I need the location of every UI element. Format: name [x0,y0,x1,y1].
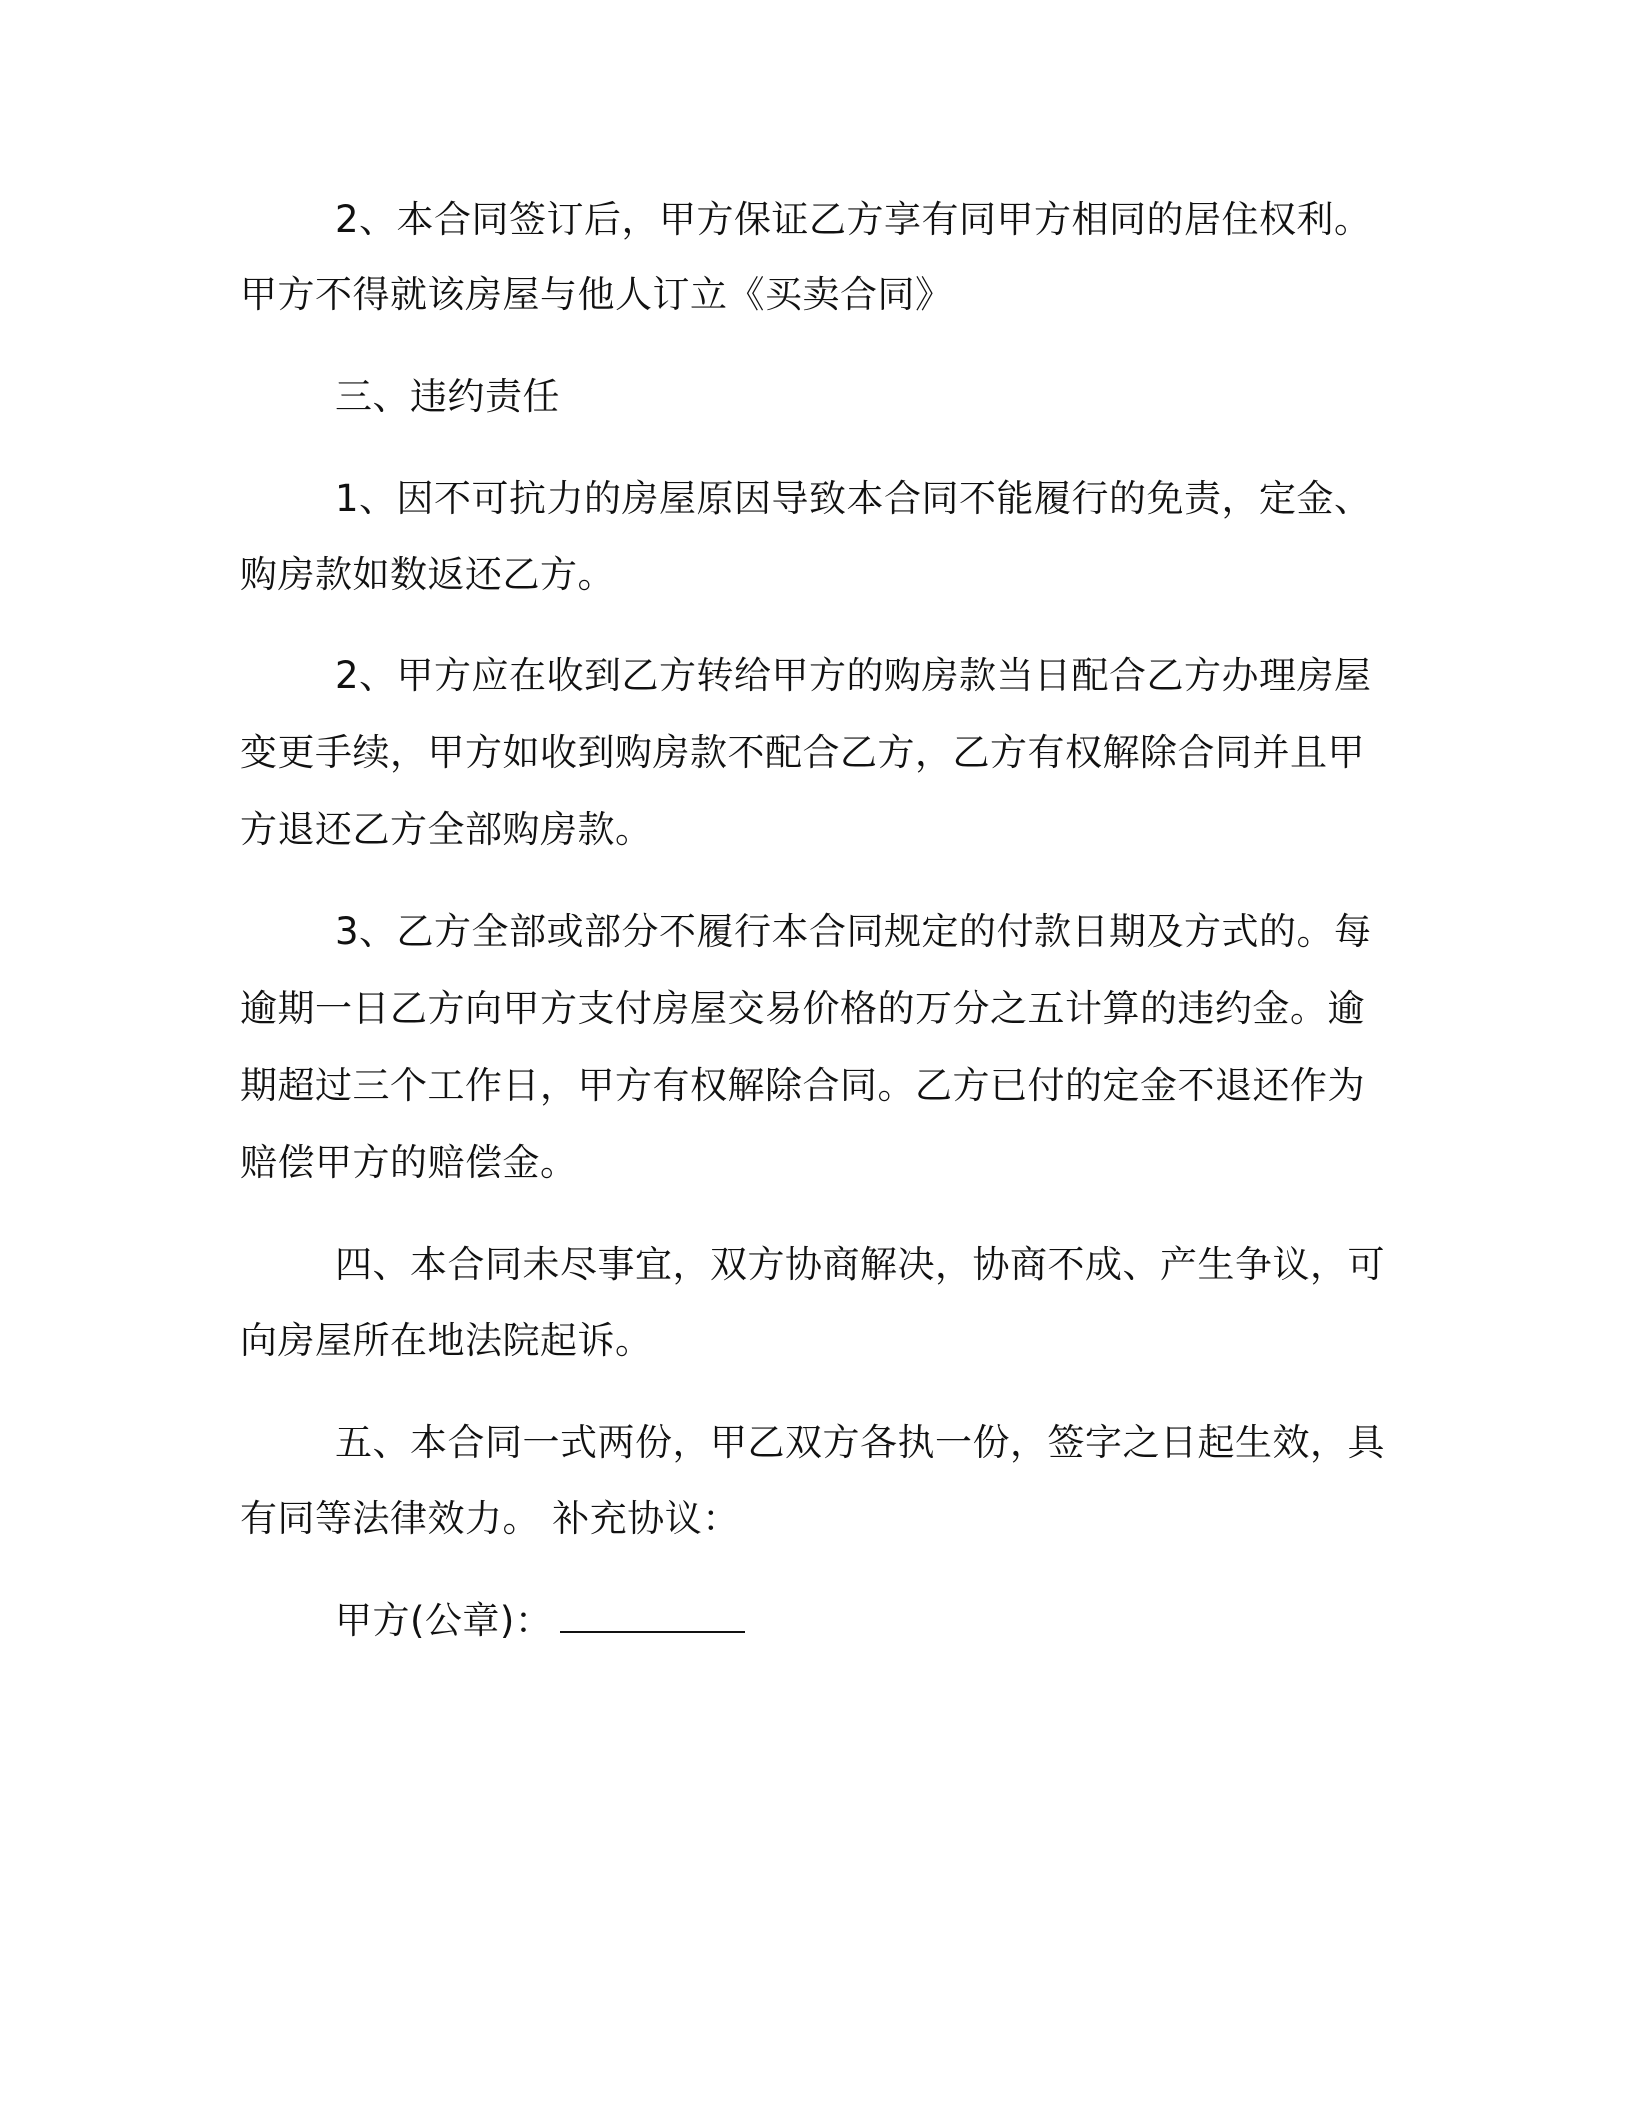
section-3-heading: 三、违约责任 [335,375,560,418]
clause-2-line-1: 2、本合同签订后，甲方保证乙方享有同甲方相同的居住权利。 [335,198,1372,241]
liability-3-line-3: 期超过三个工作日，甲方有权解除合同。乙方已付的定金不退还作为 [240,1064,1365,1107]
liability-2-line-1: 2、甲方应在收到乙方转给甲方的购房款当日配合乙方办理房屋 [335,654,1372,697]
liability-2-line-2: 变更手续，甲方如收到购房款不配合乙方，乙方有权解除合同并且甲 [240,731,1365,774]
section-5-line-2: 有同等法律效力。 补充协议： [240,1497,740,1540]
liability-2-line-3: 方退还乙方全部购房款。 [240,808,653,851]
section-4-line-2: 向房屋所在地法院起诉。 [240,1319,653,1362]
party-a-signature-line [335,1596,745,1646]
section-4-line-1: 四、本合同未尽事宜，双方协商解决，协商不成、产生争议，可 [335,1243,1385,1286]
signature-blank [560,1597,745,1633]
liability-3-line-1: 3、乙方全部或部分不履行本合同规定的付款日期及方式的。每 [335,910,1372,953]
liability-3-line-2: 逾期一日乙方向甲方支付房屋交易价格的万分之五计算的违约金。逾 [240,987,1365,1030]
clause-2-line-2: 甲方不得就该房屋与他人订立《买卖合同》 [240,273,953,316]
liability-1-line-2: 购房款如数返还乙方。 [240,553,615,596]
party-a-seal-label: 甲方(公章)： [335,1599,553,1642]
liability-3-line-4: 赔偿甲方的赔偿金。 [240,1141,578,1184]
liability-1-line-1: 1、因不可抗力的房屋原因导致本合同不能履行的免责，定金、 [335,477,1372,520]
section-5-line-1: 五、本合同一式两份，甲乙双方各执一份，签字之日起生效，具 [335,1421,1385,1464]
